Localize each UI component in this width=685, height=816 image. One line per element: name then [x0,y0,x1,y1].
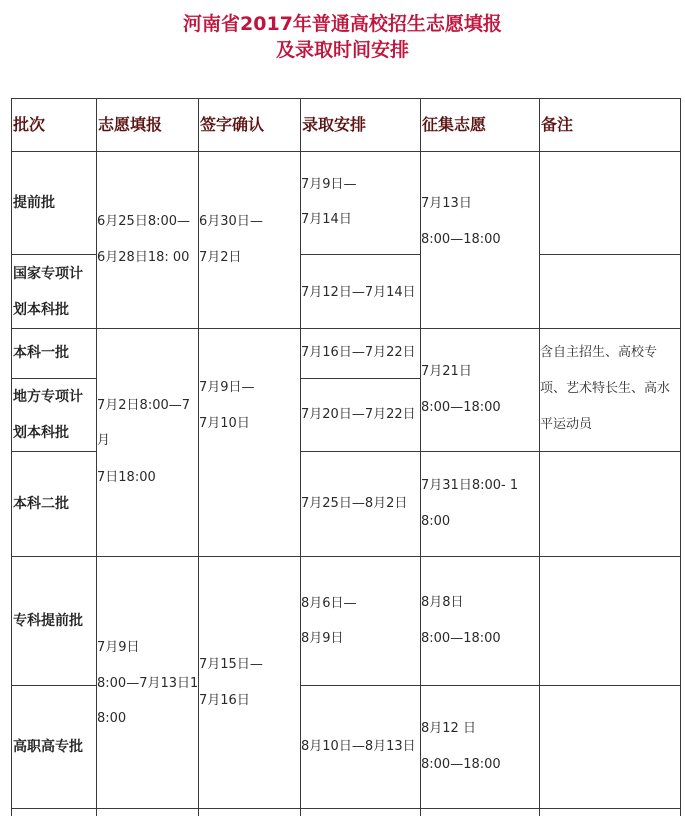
confirm-date: 7月2日 [199,250,242,265]
table-border-top [11,98,680,99]
header-divider [11,151,680,152]
row-divider [300,685,680,686]
admission-date: 7月20日—7月22日 [301,407,416,422]
solicit-date: 7月31日8:00- 1 [421,478,519,493]
header-confirm: 签字确认 [200,115,265,134]
fill-date: 6月28日18: 00 [97,250,190,265]
confirm-date: 7月10日 [199,416,250,431]
admission-date: 8月9日 [301,631,344,646]
row-divider [11,254,96,255]
column-divider [96,98,97,816]
fill-date: 月 [97,433,111,448]
header-fill: 志愿填报 [98,115,163,134]
batch-guojia-line1: 国家专项计 [13,266,83,282]
solicit-date: 8:00 [421,514,451,529]
solicit-date: 8月8日 [421,595,464,610]
header-admission: 录取安排 [302,115,367,134]
page-title: 河南省2017年普通高校招生志愿填报 [183,13,502,35]
solicit-date: 8:00—18:00 [421,757,501,772]
fill-date: 8:00 [97,711,127,726]
table-border-left [11,98,12,816]
fill-date: 7日18:00 [97,470,156,485]
row-divider [539,254,680,255]
remark-text: 含自主招生、高校专 [540,345,658,360]
confirm-date: 6月30日— [199,214,263,229]
row-divider [11,808,680,809]
solicit-date: 8:00—18:00 [421,232,501,247]
confirm-date: 7月9日— [199,380,255,395]
solicit-date: 8:00—18:00 [421,631,501,646]
admission-date: 7月9日— [301,177,357,192]
batch-difang-line2: 划本科批 [13,425,69,441]
row-divider [300,451,680,452]
remark-text: 平运动员 [540,417,593,432]
row-divider [11,451,96,452]
row-divider [300,254,420,255]
batch-tiqian: 提前批 [13,195,55,211]
batch-benke1: 本科一批 [13,345,69,361]
remark-text: 项、艺术特长生、高水 [540,381,671,396]
solicit-date: 8月12 日 [421,721,476,736]
admission-date: 7月25日—8月2日 [301,496,408,511]
admission-date: 8月6日— [301,596,357,611]
row-divider [11,378,96,379]
header-remark: 备注 [541,115,574,134]
page-subtitle: 及录取时间安排 [275,39,409,61]
admission-date: 7月14日 [301,212,352,227]
row-divider [11,328,680,329]
admission-date: 7月12日—7月14日 [301,285,416,300]
header-solicit: 征集志愿 [422,115,487,134]
column-divider [539,98,540,816]
row-divider [11,685,96,686]
row-divider [300,378,420,379]
row-divider [11,556,680,557]
confirm-date: 7月16日 [199,693,250,708]
batch-zhuanke-tiqian: 专科提前批 [13,613,83,629]
batch-guojia-line2: 划本科批 [13,302,69,318]
batch-gaozhi: 高职高专批 [13,739,83,755]
admission-date: 8月10日—8月13日 [301,739,416,754]
solicit-date: 8:00—18:00 [421,400,501,415]
solicit-date: 7月13日 [421,196,472,211]
batch-benke2: 本科二批 [13,496,69,512]
fill-date: 7月2日8:00—7 [97,398,191,413]
fill-date: 8:00—7月13日1 [97,676,199,691]
fill-date: 6月25日8:00— [97,214,191,229]
admission-date: 7月16日—7月22日 [301,345,416,360]
solicit-date: 7月21日 [421,364,472,379]
fill-date: 7月9日 [97,640,140,655]
header-batch: 批次 [13,115,46,134]
column-divider [300,98,301,816]
batch-difang-line1: 地方专项计 [13,389,83,405]
table-border-right [680,98,681,816]
confirm-date: 7月15日— [199,657,263,672]
